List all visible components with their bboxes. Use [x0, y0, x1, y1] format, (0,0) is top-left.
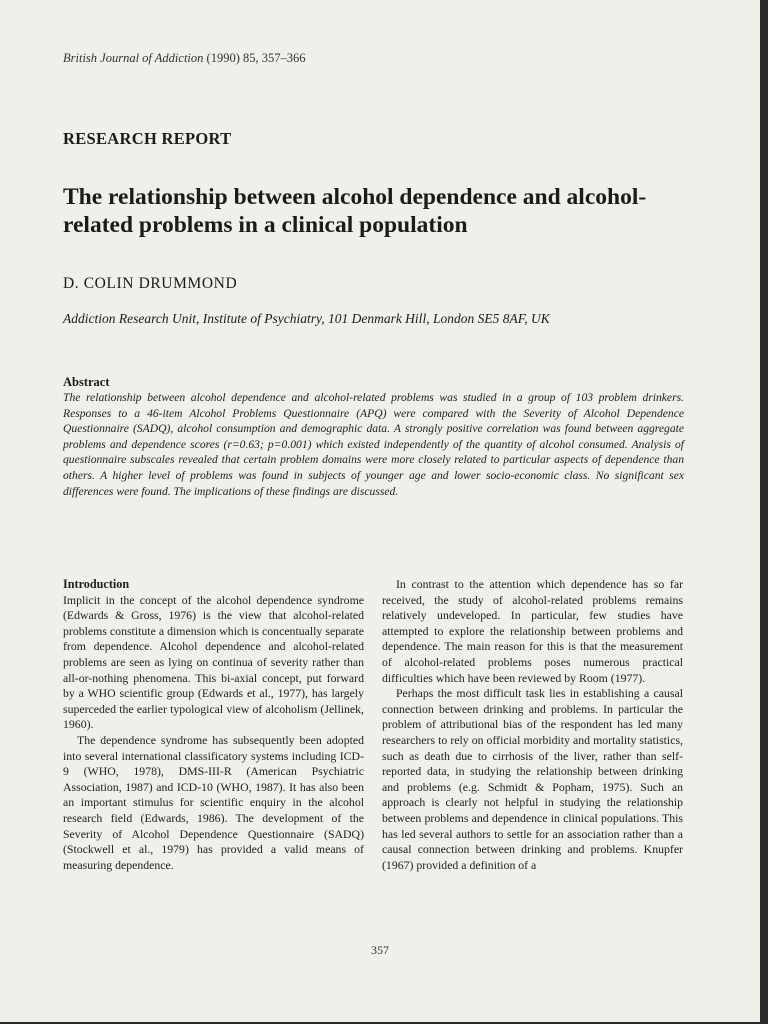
right-column: [382, 577, 683, 873]
left-column: [63, 577, 364, 873]
journal-citation: [63, 50, 563, 66]
author-affiliation: Addiction Research Unit, Institute of Psychiatry, 101 Denmark Hill, London SE5 8AF, UK: [63, 311, 550, 326]
abstract-body: The relationship between alcohol dependence and alcohol-related problems was studied in a group of 103 problem drinkers. Responses to a 46-item Alcohol Problems Questionnaire (APQ) were compared with the Severity of Alcohol Dependence Questionnaire (SADQ), alcohol consumption and demographic data. A strongly positive correlation was found between aggregate problems and dependence scores (r=0.63; p=0.001) which existed independently of the quantity of alcohol consumed. Analysis of questionnaire subscales revealed that certain problem domains were more closely related to particular aspects of dependence than others. A higher level of problems was found in subjects of younger age and lower socio-economic class. No significant sex differences were found. The implications of these findings are discussed.: [63, 391, 684, 498]
body-paragraph: The dependence syndrome has subsequently been adopted into several international classificatory systems including ICD-9 (WHO, 1978), DMS-III-R (American Psychiatric Association, 1987) and ICD-10 (WHO, 1987). It has also been an important stimulus for scientific enquiry in the alcohol research field (Edwards, 1986). The development of the Severity of Alcohol Dependence Questionnaire (SADQ) (Stockwell et al., 1979) has provided a valid means of measuring dependence.: [63, 732, 364, 872]
section-label: RESEARCH REPORT: [63, 129, 232, 148]
introduction-heading: Introduction: [63, 577, 130, 591]
author-name: D. COLIN DRUMMOND: [63, 275, 238, 292]
page-number: 357: [371, 943, 389, 957]
body-paragraph: Implicit in the concept of the alcohol dependence syndrome (Edwards & Gross, 1976) is the view that alcohol-related problems constitute a dimension which is concentually separate from dependence. Alcohol dependence and alcohol-related problems are seen as lying on continua of severity rather than all-or-nothing phenomena. This bi-axial concept, put forward by a WHO scientific group (Edwards et al., 1977), has largely superceded the earlier typological view of alcoholism (Jellinek, 1960).: [63, 592, 364, 732]
body-paragraph: Perhaps the most difficult task lies in establishing a causal connection between drinking and problems. In particular the problem of attributional bias of the respondent has led many researchers to rely on official morbidity and mortality statistics, such as death due to cirrhosis of the liver, rather than self-reported data, in studying the relationship between drinking and problems (e.g. Schmidt & Popham, 1975). Such an approach is clearly not helpful in studying the relationship between problems and dependence in clinical populations. This has led several authors to settle for an association rather than a causal connection between drinking and problems. Knupfer (1967) provided a definition of a: [382, 686, 683, 872]
abstract-heading: Abstract: [63, 375, 110, 389]
body-paragraph: In contrast to the attention which dependence has so far received, the study of alcohol-related problems remains relatively undeveloped. In particular, few studies have attempted to explore the relationship between problems and dependence. The main reason for this is that the measurement of alcohol-related problems poses numerous practical difficulties which have been reviewed by Room (1977).: [382, 577, 683, 685]
article-title: The relationship between alcohol dependence and alcohol-related problems in a clinical population: [63, 184, 647, 238]
journal-volume-pages: (1990) 85, 357–366: [203, 51, 306, 65]
journal-name: British Journal of Addiction: [63, 51, 204, 65]
